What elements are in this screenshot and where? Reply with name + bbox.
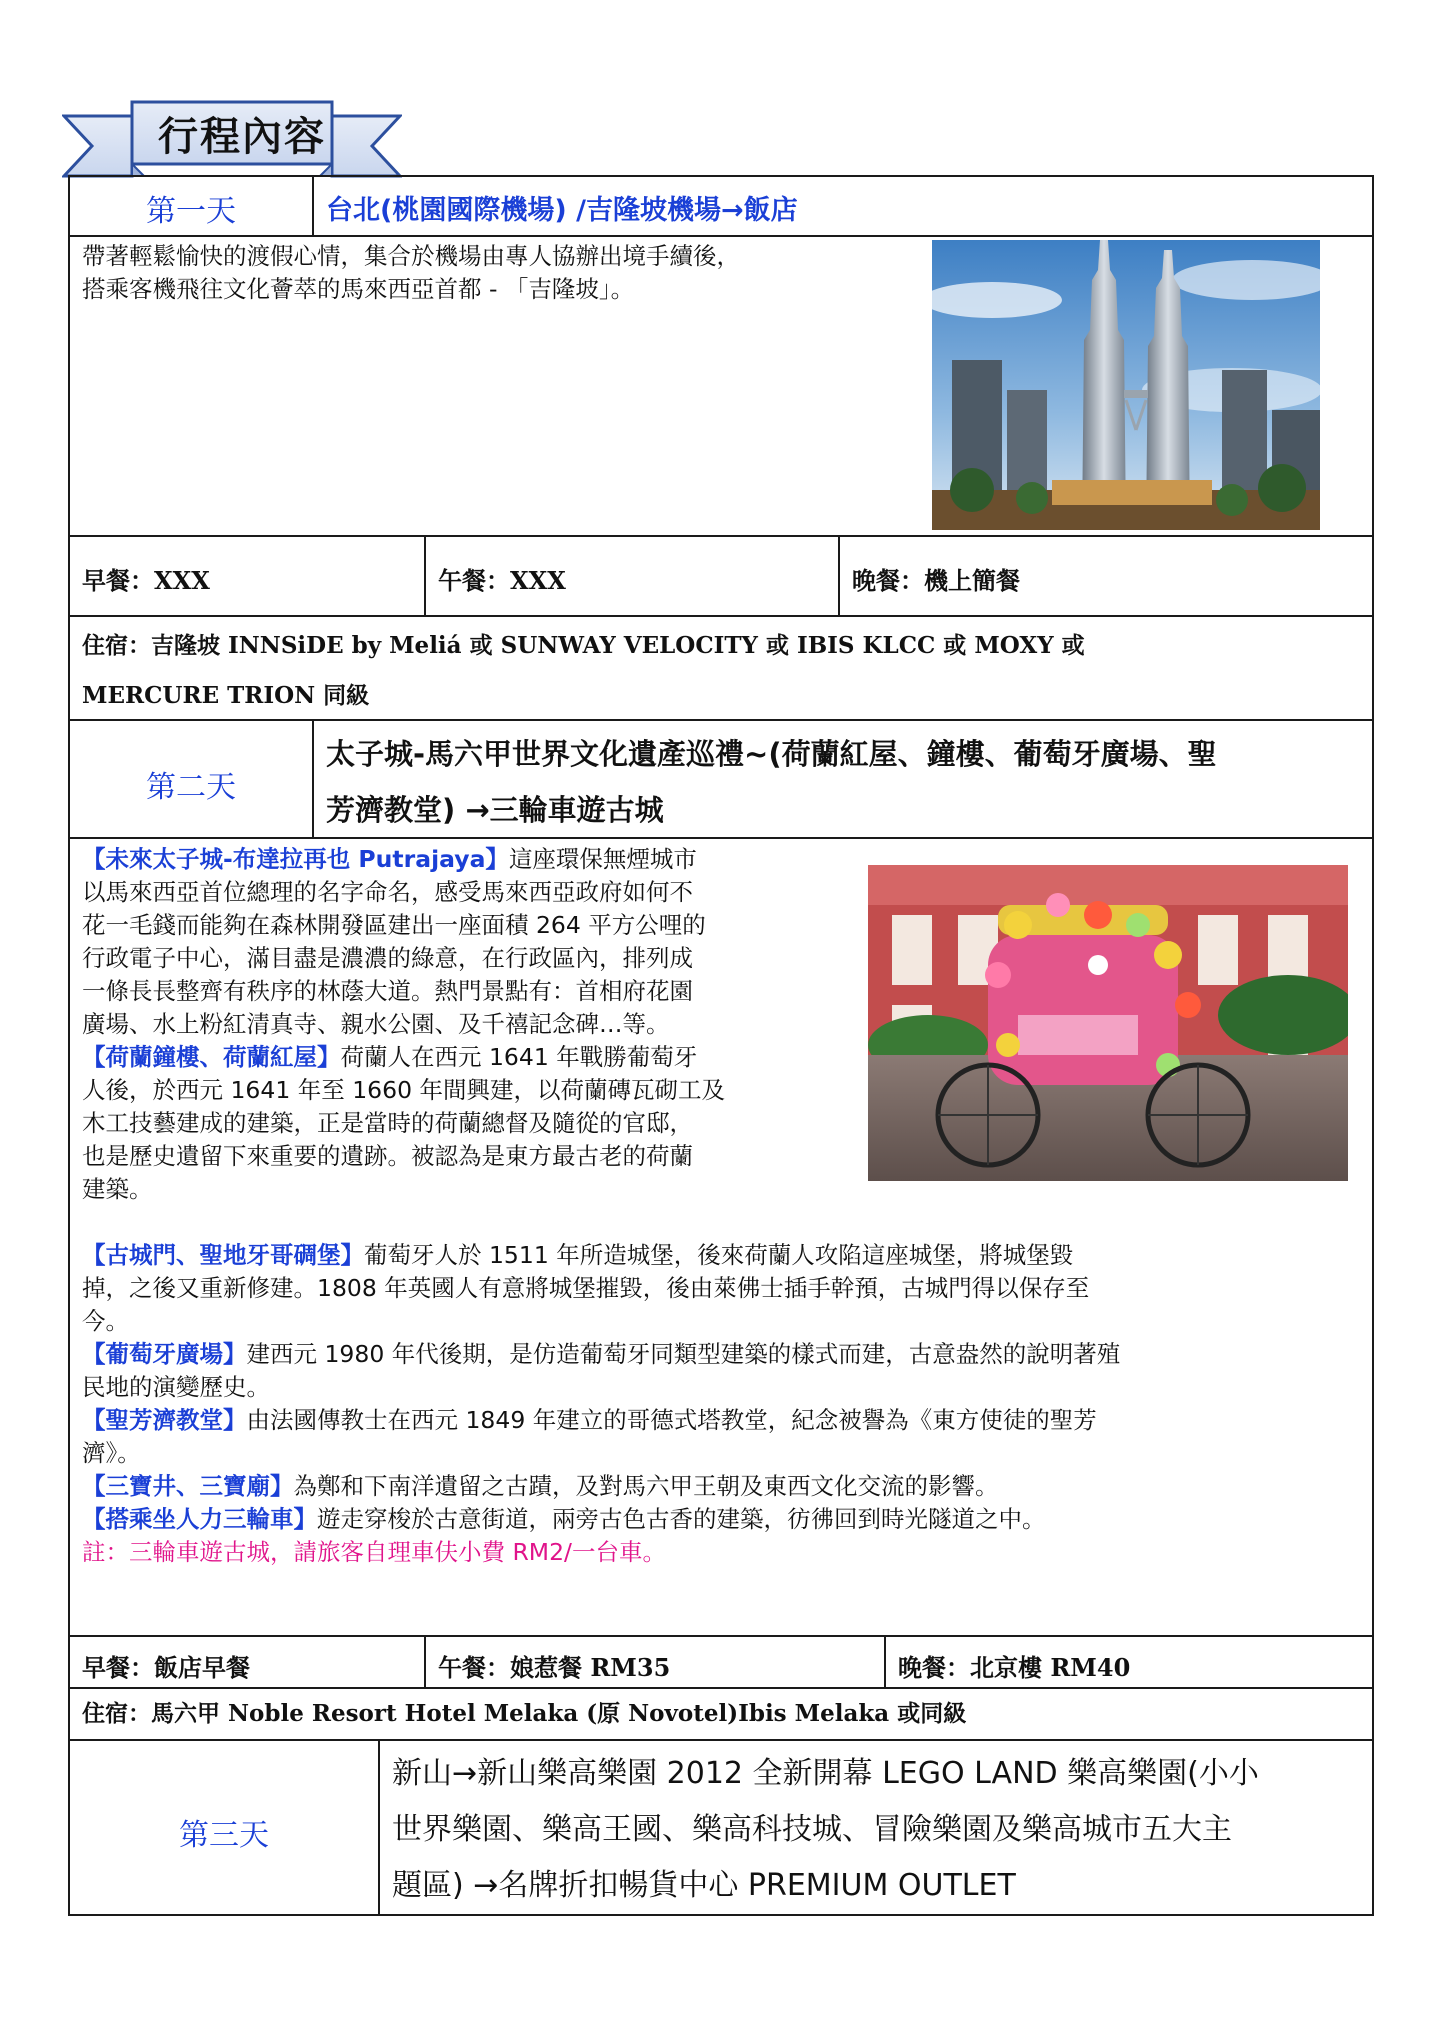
day2-meals-row (68, 1637, 1374, 1689)
day3-title-line: 題區) →名牌折扣暢貨中心 PREMIUM OUTLET (392, 1868, 1016, 1903)
day2-description-wrapped: 【未來太子城-布達拉再也 Putrajaya】這座環保無煙城市 以馬來西亞首位總理的名字命名，感受馬來西亞政府如何不 花一毛錢而能夠在森林開發區建出一座面積 264 平方公哩的 行政電子中心，滿目盡是濃濃的綠意，在行政區內，排列成 一條長長整齊有秩序的林蔭大道。熱門景點有：首相府花園 廣場、水上粉紅清真寺、親水公園、及千禧記念碑…等。 【荷蘭鐘樓、荷蘭紅屋】荷蘭人在西元 1641 年戰勝葡萄牙 人後，於西元 1641 年至 1660 年間興建，以荷蘭磚瓦砌工及 木工技藝建成的建築，正是當時的荷蘭總督及隨從的官邸， 也是歷史遺留下來重要的遺跡。被認為是東方最古老的荷蘭 建築。 (82, 845, 725, 1203)
day1-stay-line: 住宿：吉隆坡 INNSiDE by Meliá 或 SUNWAY VELOCITY 或 IBIS KLCC 或 MOXY 或 (82, 632, 1085, 659)
divider (378, 1741, 380, 1916)
day3-label: 第三天 (179, 1818, 269, 1853)
day1-breakfast: 早餐：XXX (82, 566, 210, 595)
day3-title-line: 新山→新山樂高樂園 2012 全新開幕 LEGO LAND 樂高樂園(小小 (392, 1756, 1259, 1791)
day3-title-line: 世界樂園、樂高王國、樂高科技城、冒險樂園及樂高城市五大主 (392, 1812, 1232, 1847)
day2-breakfast: 早餐：飯店早餐 (82, 1653, 250, 1682)
day1-title: 台北(桃園國際機場) /吉隆坡機場→飯店 (326, 195, 798, 226)
day1-meals-row (68, 537, 1374, 617)
day1-lunch: 午餐：XXX (438, 566, 566, 595)
petronas-towers-image (932, 240, 1320, 530)
divider (884, 1637, 886, 1689)
divider (312, 721, 314, 839)
portuguese-square-heading: 【葡萄牙廣場】 (82, 1340, 247, 1368)
divider (424, 537, 426, 617)
day2-lunch: 午餐：娘惹餐 RM35 (438, 1653, 671, 1682)
divider (312, 175, 314, 237)
day1-stay-line: MERCURE TRION 同級 (82, 682, 370, 709)
tip-note: 註：三輪車遊古城，請旅客自理車伕小費 RM2/一台車。 (82, 1538, 666, 1566)
day2-photo (868, 865, 1348, 1181)
day1-desc-line: 帶著輕鬆愉快的渡假心情，集合於機場由專人協辦出境手續後， (82, 242, 740, 270)
day1-description (82, 240, 912, 306)
day3-title (392, 1746, 1370, 1914)
day2-accommodation: 住宿：馬六甲 Noble Resort Hotel Melaka (原 Novotel)Ibis Melaka 或同級 (82, 1700, 967, 1727)
sampo-temple-heading: 【三寶井、三寶廟】 (82, 1472, 294, 1500)
santiago-gate-heading: 【古城門、聖地牙哥碉堡】 (82, 1241, 364, 1269)
section-title: 行程內容 (158, 114, 326, 160)
day1-label: 第一天 (146, 194, 236, 229)
day1-dinner: 晚餐：機上簡餐 (852, 566, 1020, 595)
trishaw-heading: 【搭乘坐人力三輪車】 (82, 1505, 317, 1533)
day1-photo (932, 240, 1320, 530)
day2-title-line: 太子城-馬六甲世界文化遺產巡禮~(荷蘭紅屋、鐘樓、葡萄牙廣場、聖 (326, 737, 1217, 771)
st-francis-church-heading: 【聖芳濟教堂】 (82, 1406, 247, 1434)
day1-accommodation (82, 621, 1362, 721)
putrajaya-heading: 【未來太子城-布達拉再也 Putrajaya】 (82, 845, 509, 873)
section-header-ribbon (62, 98, 402, 186)
day2-title (326, 726, 1366, 838)
divider (838, 537, 840, 617)
day2-title-line: 芳濟教堂) →三輪車遊古城 (326, 793, 664, 827)
day2-dinner: 晚餐：北京樓 RM40 (898, 1653, 1131, 1682)
melaka-trishaw-image (868, 865, 1348, 1181)
day2-description-full: 【古城門、聖地牙哥碉堡】葡萄牙人於 1511 年所造城堡，後來荷蘭人攻陷這座城堡，將城堡毀 掉，之後又重新修建。1808 年英國人有意將城堡摧毀，後由萊佛士插手幹預，古城門得以保存至 今。 【葡萄牙廣場】建西元 1980 年代後期，是仿造葡萄牙同類型建築的樣式而建，古意盎然的說明著殖 民地的演變歷史。 【聖芳濟教堂】由法國傳教士在西元 1849 年建立的哥德式塔教堂，紀念被譽為《東方使徒的聖芳 濟》。 【三寶井、三寶廟】為鄭和下南洋遺留之古蹟，及對馬六甲王朝及東西文化交流的影響。 【搭乘坐人力三輪車】遊走穿梭於古意街道，兩旁古色古香的建築，彷彿回到時光隧道之中。 註：三輪車遊古城，請旅客自理車伕小費 RM2/一台車。 (82, 1239, 1372, 1569)
divider (424, 1637, 426, 1689)
day2-label: 第二天 (146, 770, 236, 805)
dutch-clocktower-heading: 【荷蘭鐘樓、荷蘭紅屋】 (82, 1043, 341, 1071)
day1-desc-line: 搭乘客機飛往文化薈萃的馬來西亞首都 - 「吉隆坡」。 (82, 275, 635, 303)
